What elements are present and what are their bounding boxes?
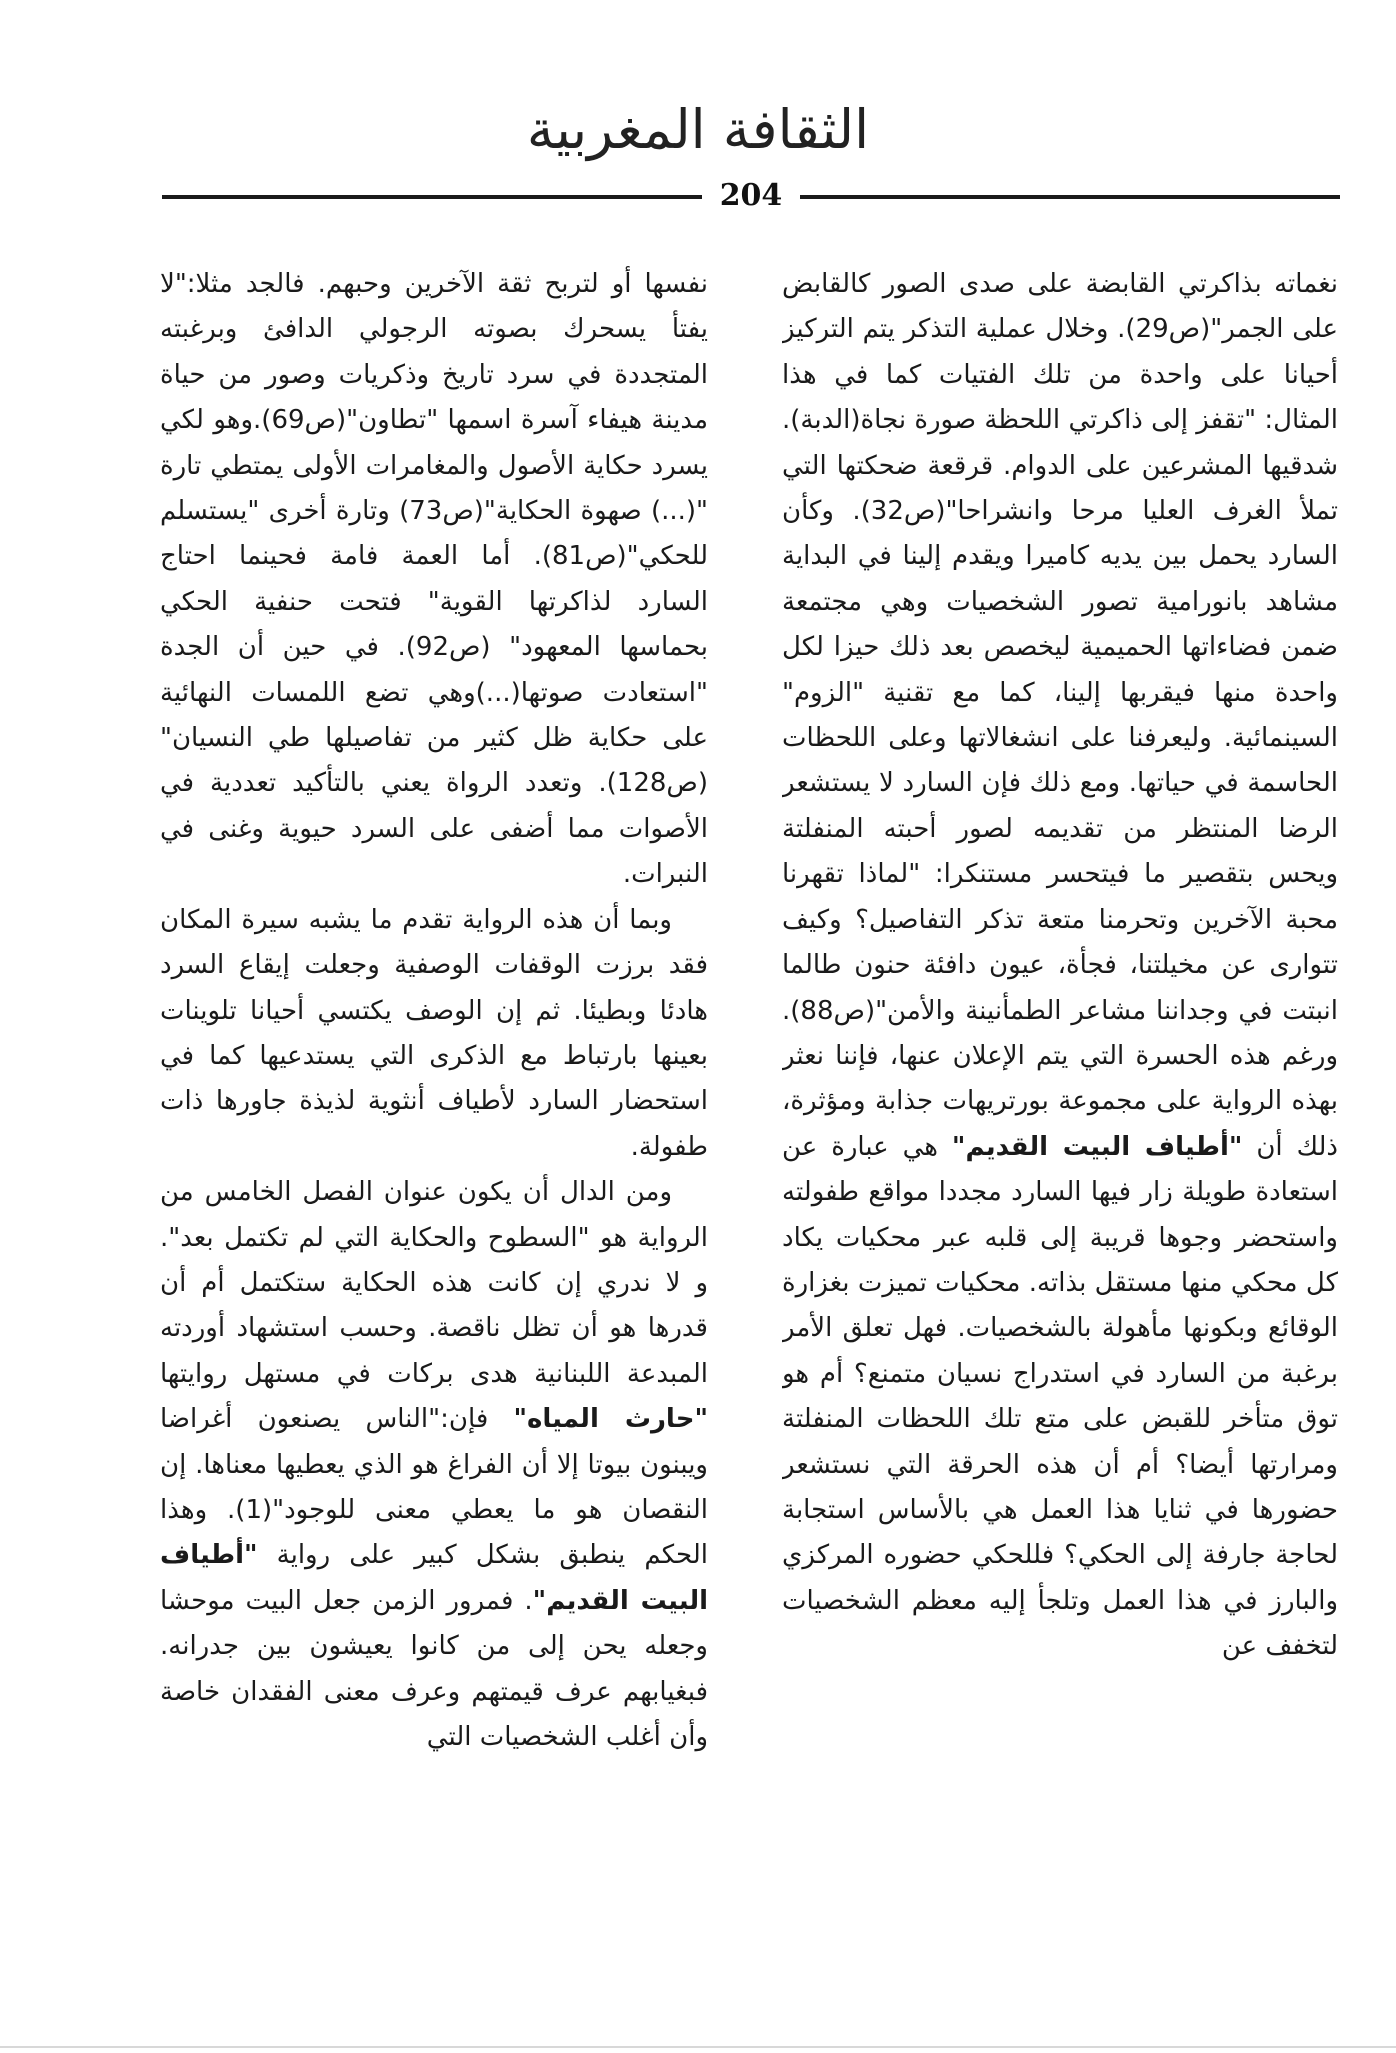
- novel-title-emphasis: "أطياف البيت القديم": [951, 1131, 1243, 1162]
- right-column: [782, 262, 1338, 1912]
- novel-title-emphasis: "حارث المياه": [513, 1404, 708, 1435]
- left-column: [160, 262, 708, 1912]
- header-rule-left: [162, 195, 702, 199]
- paragraph-text: ومن الدال أن يكون عنوان الفصل الخامس من الرواية هو "السطوح والحكاية التي لم تكتمل بعد". و لا ندري إن كانت هذه الحكاية ستكتمل أم أن قدرها هو أن تظل ناقصة. وحسب استشهاد أوردته المبدعة اللبنانية هدى بركات في مستهل روايتها: [160, 1177, 708, 1389]
- page-number: 204: [719, 178, 783, 213]
- scan-edge: [0, 2046, 1396, 2048]
- left-column-paragraph-3: [160, 1170, 708, 1760]
- left-column-paragraph-2: وبما أن هذه الرواية تقدم ما يشبه سيرة المكان فقد برزت الوقفات الوصفية وجعلت إيقاع السرد هادئا وبطيئا. ثم إن الوصف يكتسي أحيانا تلوينات بعينها بارتباط مع الذكرى التي يستدعيها كما في استحضار السارد لأطياف أنثوية لذيذة جاورها ذات طفولة.: [160, 904, 708, 1162]
- left-column-paragraph-1: نفسها أو لتربح ثقة الآخرين وحبهم. فالجد مثلا:"لا يفتأ يسحرك بصوته الرجولي الدافئ وبرغبته المتجددة في سرد تاريخ وذكريات وصور من حياة مدينة هيفاء آسرة اسمها "تطاون"(ص69).وهو لكي يسرد حكاية الأصول والمغامرات الأولى يمتطي تارة "(...) صهوة الحكاية"(ص73) وتارة أخرى "يستسلم للحكي"(ص81). أما العمة فامة فحينما احتاج السارد لذاكرتها القوية" فتحت حنفية الحكي بحماسها المعهود" (ص92). في حين أن الجدة "استعادت صوتها(...)وهي تضع اللمسات النهائية على حكاية ظل كثير من تفاصيلها طي النسيان"(ص128). وتعدد الرواة يعني بالتأكيد تعددية في الأصوات مما أضفى على السرد حيوية وغنى في النبرات.: [160, 269, 708, 890]
- paragraph-text: نغماته بذاكرتي القابضة على صدى الصور كالقابض على الجمر"(ص29). وخلال عملية التذكر يتم التركيز أحيانا على واحدة من تلك الفتيات كما في هذا المثال: "تقفز إلى ذاكرتي اللحظة صورة نجاة(الدبة). شدقيها المشرعين على الدوام. قرقعة ضحكتها التي تملأ الغرف العليا مرحا وانشراحا"(ص32). وكأن السارد يحمل بين يديه كاميرا ويقدم إلينا في البداية مشاهد بانورامية تصور الشخصيات وهي مجتمعة ضمن فضاءاتها الحميمية ليخصص بعد ذلك حيزا لكل واحدة منها فيقربها إلينا، كما مع تقنية "الزوم" السينمائية. وليعرفنا على انشغالاتها وعلى اللحظات الحاسمة في حياتها. ومع ذلك فإن السارد لا يستشعر الرضا المنتظر من تقديمه لصور أحبته المنفلتة ويحس بتقصير ما فيتحسر مستنكرا: "لماذا تقهرنا محبة الآخرين وتحرمنا متعة تذكر التفاصيل؟ وكيف تتوارى عن مخيلتنا، فجأة، عيون دافئة حنون طالما انبتت في وجداننا مشاعر الطمأنينة والأمن"(ص88). ورغم هذه الحسرة التي يتم الإعلان عنها، فإننا نعثر بهذه الرواية على مجموعة بورتريهات جذابة ومؤثرة، ذلك أن: [782, 269, 1338, 1162]
- novel-title-emphasis: "أطياف البيت القديم": [160, 1540, 708, 1616]
- paragraph-text: فإن:"الناس يصنعون أغراضا ويبنون بيوتا إلا أن الفراغ هو الذي يعطيها معناها. إن النقصان هو ما يعطي معنى للوجود"(1). وهذا الحكم ينطبق بشكل كبير على رواية: [160, 1404, 708, 1571]
- right-column-paragraph-1: [782, 262, 1338, 1670]
- header-rule-right: [800, 195, 1340, 199]
- paragraph-text: هي عبارة عن استعادة طويلة زار فيها السارد مجددا مواقع طفولته واستحضر وجوها قريبة إلى قلبه عبر محكيات يكاد كل محكي منها مستقل بذاته. محكيات تميزت بغزارة الوقائع وبكونها مأهولة بالشخصيات. فهل تعلق الأمر برغبة من السارد في استدراج نسيان متمنع؟ أم هو توق متأخر للقبض على متع تلك اللحظات المنفلتة ومرارتها أيضا؟ أم أن هذه الحرقة التي نستشعر حضورها في ثنايا هذا العمل هي بالأساس استجابة لحاجة جارفة إلى الحكي؟ فللحكي حضوره المركزي والبارز في هذا العمل وتلجأ إليه معظم الشخصيات لتخفف عن: [782, 1131, 1338, 1662]
- header-rule: [162, 178, 1340, 214]
- journal-title: الثقافة المغربية: [526, 98, 870, 161]
- paragraph-text: . فمرور الزمن جعل البيت موحشا وجعله يحن إلى من كانوا يعيشون بين جدرانه. فبغيابهم عرف قيمتهم وعرف معنى الفقدان خاصة وأن أغلب الشخصيات التي: [160, 1585, 708, 1752]
